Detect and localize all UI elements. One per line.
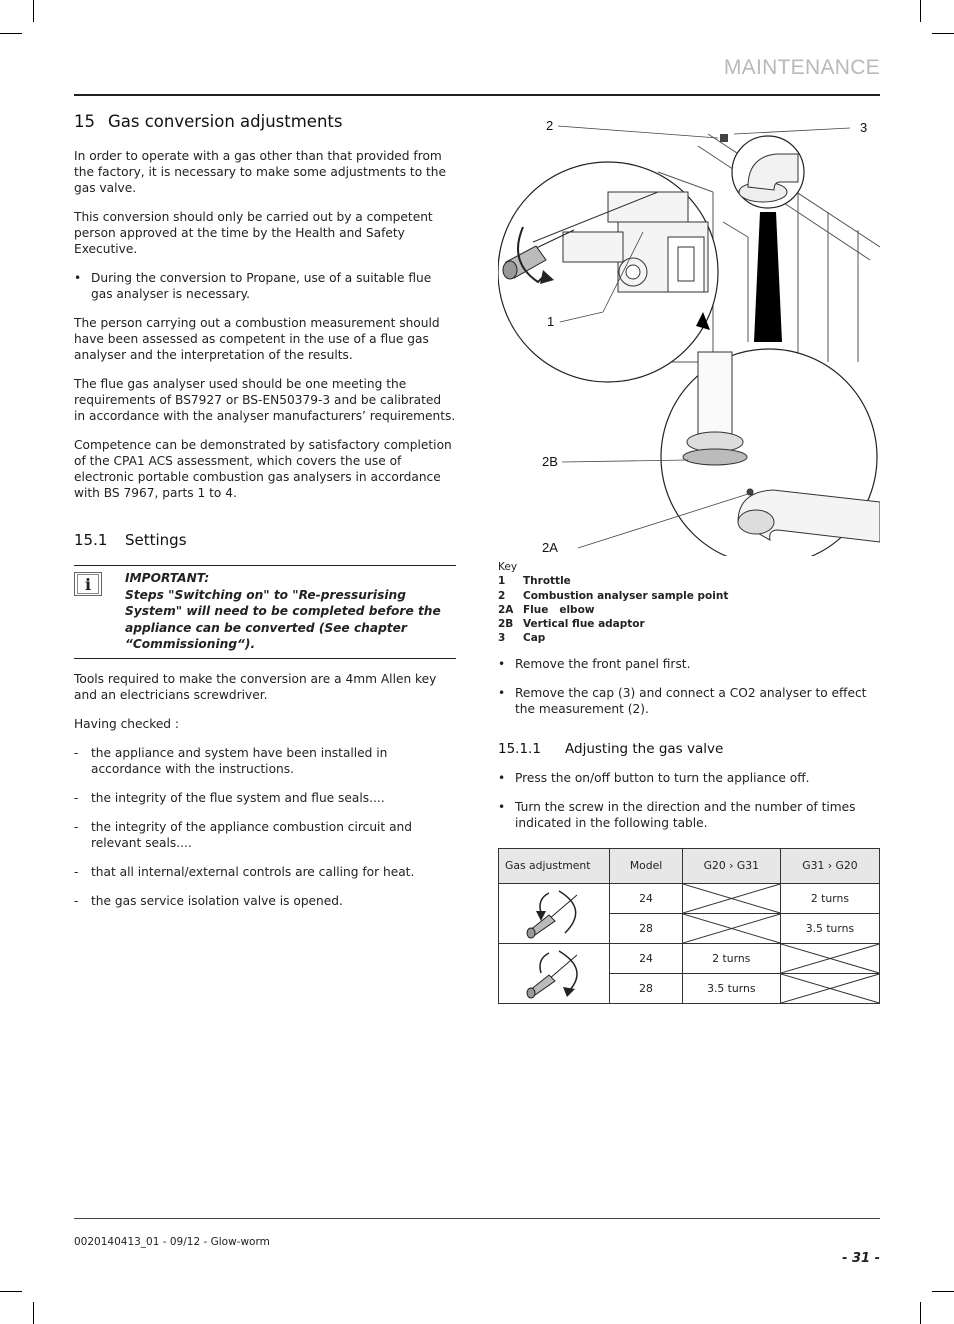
table-header: G20 › G31 xyxy=(682,848,780,883)
paragraph: Competence can be demonstrated by satisfactory completion of the CPA1 ACS assessment, which covers the use of electronic portable combustion gas analysers in accordance with BS 7967, parts 1 to 4. xyxy=(74,438,452,500)
key-row: 2 Combustion analyser sample point xyxy=(498,589,729,602)
check-item: - the gas service isolation valve is opened. xyxy=(74,893,343,908)
table-cell-empty xyxy=(780,943,879,973)
callout-label: 1 xyxy=(547,314,555,329)
key-row: 2A Flue elbow xyxy=(498,603,595,616)
paragraph: Tools required to make the conversion are a 4mm Allen key and an electricians screwdriver. xyxy=(74,671,437,702)
paragraph: Having checked : xyxy=(74,716,180,731)
key-row: 2B Vertical flue adaptor xyxy=(498,618,645,631)
table-cell: 2 turns xyxy=(682,943,780,973)
gas-valve-figure xyxy=(498,112,880,556)
table-cell-empty xyxy=(780,973,879,1003)
table-cell: 24 xyxy=(610,883,682,913)
table-row xyxy=(499,943,880,973)
table-header: Gas adjustment xyxy=(499,848,610,883)
table-cell: 24 xyxy=(610,943,682,973)
important-notice xyxy=(74,565,456,659)
paragraph: The flue gas analyser used should be one meeting the requirements of BS7927 or BS-EN50379-3 and be calibrated in accordance with the analyser manufacturers’ requirements. xyxy=(74,377,456,423)
figure-key xyxy=(498,560,880,646)
table-header: G31 › G20 xyxy=(780,848,879,883)
bullet-item: • Turn the screw in the direction and the number of times indicated in the following table. xyxy=(498,799,856,830)
info-icon: i xyxy=(74,572,102,596)
callout-label: 2 xyxy=(546,118,554,133)
subsubsection-title-text: Adjusting the gas valve xyxy=(565,740,724,757)
crop-mark xyxy=(0,33,22,34)
bullet-item: • Remove the cap (3) and connect a CO2 analyser to effect the measurement (2). xyxy=(498,685,867,716)
crop-mark xyxy=(920,1302,921,1324)
screwdriver-clockwise-icon xyxy=(499,943,610,1003)
key-row: 3 Cap xyxy=(498,632,546,645)
section-title-text: Gas conversion adjustments xyxy=(108,112,343,131)
bullet-item: • Remove the front panel first. xyxy=(498,656,691,671)
crop-mark xyxy=(932,1291,954,1292)
table-cell: 3.5 turns xyxy=(780,913,879,943)
screwdriver-anticlockwise-icon xyxy=(499,883,610,943)
paragraph: In order to operate with a gas other than that provided from the factory, it is necessary to make some adjustments to the gas valve. xyxy=(74,149,447,195)
check-item: - that all internal/external controls are calling for heat. xyxy=(74,864,415,879)
left-column xyxy=(74,112,456,922)
crop-mark xyxy=(932,33,954,34)
header-rule xyxy=(74,94,880,96)
crop-mark xyxy=(33,1302,34,1324)
subsection-title xyxy=(74,531,456,549)
table-header-row xyxy=(499,848,880,883)
subsubsection-title xyxy=(498,741,880,757)
gas-adjustment-table xyxy=(498,848,880,1004)
callout-label: 2B xyxy=(542,454,558,469)
key-title: Key xyxy=(498,561,518,573)
crop-mark xyxy=(0,1291,22,1292)
page-number: - 31 - xyxy=(842,1251,880,1266)
key-row: 1 Throttle xyxy=(498,575,571,588)
section-number: 15 xyxy=(74,112,95,131)
crop-mark xyxy=(33,0,34,22)
bullet-text: During the conversion to Propane, use of a suitable flue gas analyser is necessary. xyxy=(91,271,432,301)
callout-label: 2A xyxy=(542,540,558,555)
section-header: MAINTENANCE xyxy=(723,56,880,79)
important-text: Steps "Switching on" to "Re-pressurising System" will need to be completed before the appliance can be converted (See chapter “Commissioning“). xyxy=(125,587,441,651)
check-item: - the integrity of the appliance combustion circuit and relevant seals.... xyxy=(74,819,413,850)
check-item: - the integrity of the flue system and flue seals.... xyxy=(74,790,385,805)
bullet-item: • During the conversion to Propane, use of a suitable flue gas analyser is necessary. xyxy=(74,271,432,301)
subsubsection-number: 15.1.1 xyxy=(498,740,541,757)
crop-mark xyxy=(920,0,921,22)
table-cell-empty xyxy=(682,913,780,943)
gas-valve-illustration xyxy=(498,112,880,556)
bullet-item: • Press the on/off button to turn the appliance off. xyxy=(498,770,810,785)
subsection-title-text: Settings xyxy=(125,531,187,549)
table-cell: 28 xyxy=(610,973,682,1003)
section-title xyxy=(74,112,456,131)
table-cell-empty xyxy=(682,883,780,913)
table-cell: 28 xyxy=(610,913,682,943)
right-column xyxy=(498,112,880,1004)
subsection-number: 15.1 xyxy=(74,531,108,549)
paragraph: This conversion should only be carried out by a competent person approved at the time by the Health and Safety Executive. xyxy=(74,210,433,256)
important-label: IMPORTANT: xyxy=(125,571,210,585)
callout-label: 3 xyxy=(860,120,868,135)
paragraph: The person carrying out a combustion measurement should have been assessed as competent in the use of a flue gas analyser and the interpretation of the results. xyxy=(74,316,440,362)
table-cell: 3.5 turns xyxy=(682,973,780,1003)
document-reference: 0020140413_01 - 09/12 - Glow-worm xyxy=(74,1236,270,1248)
table-header: Model xyxy=(610,848,682,883)
check-item: - the appliance and system have been installed in accordance with the instructions. xyxy=(74,745,388,776)
table-row xyxy=(499,883,880,913)
table-cell: 2 turns xyxy=(780,883,879,913)
footer-rule xyxy=(74,1218,880,1219)
